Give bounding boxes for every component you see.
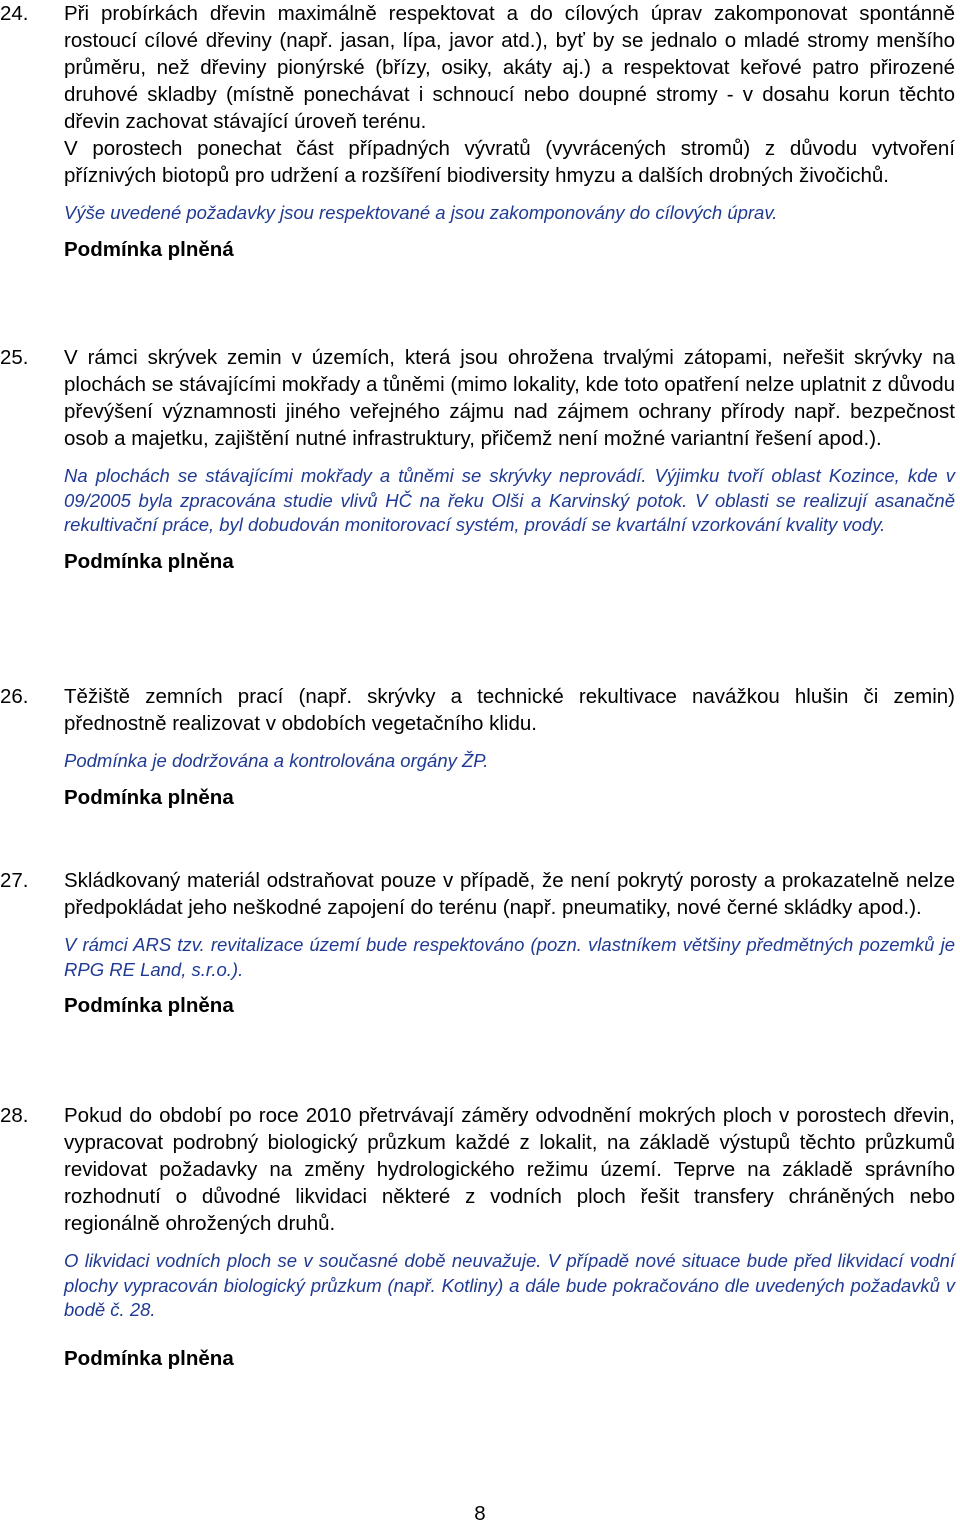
requirement-text: V rámci skrývek zemin v územích, která jsou ohrožena trvalými zátopami, neřešit skrývky na plochách se stávajícími mokřady a tůněmi (mimo lokality, kde toto opatření nelze uplatnit z důvodu převýšení významnosti jiného veřejného zájmu nad zájmem ochrany přírody např. bezpečnost osob a majetku, zajištění nutné infrastruktury, přičemž není možné variantní řešení apod.). (64, 346, 955, 450)
item-number: 28. (0, 1104, 29, 1127)
status-label: Podmínka plněna (64, 549, 234, 573)
requirement-text: Těžiště zemních prací (např. skrývky a technické rekultivace navážkou hlušin či zemin) přednostně realizovat v obdobích vegetačního klidu. (64, 685, 955, 735)
condition-item-25 (0, 344, 960, 575)
status-label: Podmínka plněná (64, 237, 234, 261)
status-label: Podmínka plněna (64, 785, 234, 809)
item-number: 27. (0, 869, 29, 892)
response-text: Výše uvedené požadavky jsou respektované a jsou zakomponovány do cílových úprav. (64, 202, 778, 223)
condition-item-28 (0, 1102, 960, 1372)
condition-item-26 (0, 683, 960, 811)
condition-item-27 (0, 867, 960, 1019)
response-text: O likvidaci vodních ploch se v současné době neuvažuje. V případě nové situace bude před likvidací vodní plochy vypracován biologický průzkum (např. Kotliny) a dále bude pokračováno dle uvedených požadavků v bodě č. 28. (64, 1250, 955, 1320)
status-label: Podmínka plněna (64, 994, 234, 1017)
response-text: Podmínka je dodržována a kontrolována orgány ŽP. (64, 750, 489, 771)
requirement-text: Skládkovaný materiál odstraňovat pouze v případě, že není pokrytý porosty a prokazatelně nelze předpokládat jeho neškodné zapojení do terénu (např. pneumatiky, nové černé skládky apod.). (64, 869, 955, 919)
requirement-text: Pokud do období po roce 2010 přetrvávají záměry odvodnění mokrých ploch v porostech dřevin, vypracovat podrobný biologický průzkum každé z lokalit, na základě výstupů těchto průzkumů revidovat požadavky na změny hydrologického režimu území. Teprve na základě správního rozhodnutí o důvodné likvidaci některé z vodních ploch řešit transfery chráněných nebo regionálně ohrožených druhů. (64, 1104, 955, 1235)
page-number: 8 (474, 1502, 486, 1525)
status-label: Podmínka plněna (64, 1346, 234, 1370)
response-text: Na plochách se stávajícími mokřady a tůněmi se skrývky neprovádí. Výjimku tvoří oblast Kozince, kde v 09/2005 byla zpracována studie vlivů HČ na řeku Olši a Karvinský potok. V oblasti se realizují asanačně rekultivační práce, byl dobudován monitorovací systém, provádí se kvartální vzorkování kvality vody. (64, 465, 955, 535)
item-number: 25. (0, 346, 29, 369)
condition-item-24 (0, 0, 960, 263)
requirement-text: V porostech ponechat část případných vývratů (vyvrácených stromů) z důvodu vytvoření příznivých biotopů pro udržení a rozšíření biodiversity hmyzu a dalších drobných živočichů. (64, 137, 955, 187)
item-number: 24. (0, 2, 29, 25)
response-text: V rámci ARS tzv. revitalizace území bude respektováno (pozn. vlastníkem většiny předmětných pozemků je RPG RE Land, s.r.o.). (64, 934, 955, 980)
item-number: 26. (0, 685, 29, 708)
requirement-text: Při probírkách dřevin maximálně respektovat a do cílových úprav zakomponovat spontánně rostoucí cílové dřeviny (např. jasan, lípa, javor atd.), byť by se jednalo o mladé stromy menšího průměru, než dřeviny pionýrské (břízy, osiky, akáty aj.) a respektovat keřové patro přirozené druhové skladby (místně ponechávat i schnoucí nebo doupné stromy - v dosahu korun těchto dřevin zachovat stávající úroveň terénu. (64, 2, 955, 133)
